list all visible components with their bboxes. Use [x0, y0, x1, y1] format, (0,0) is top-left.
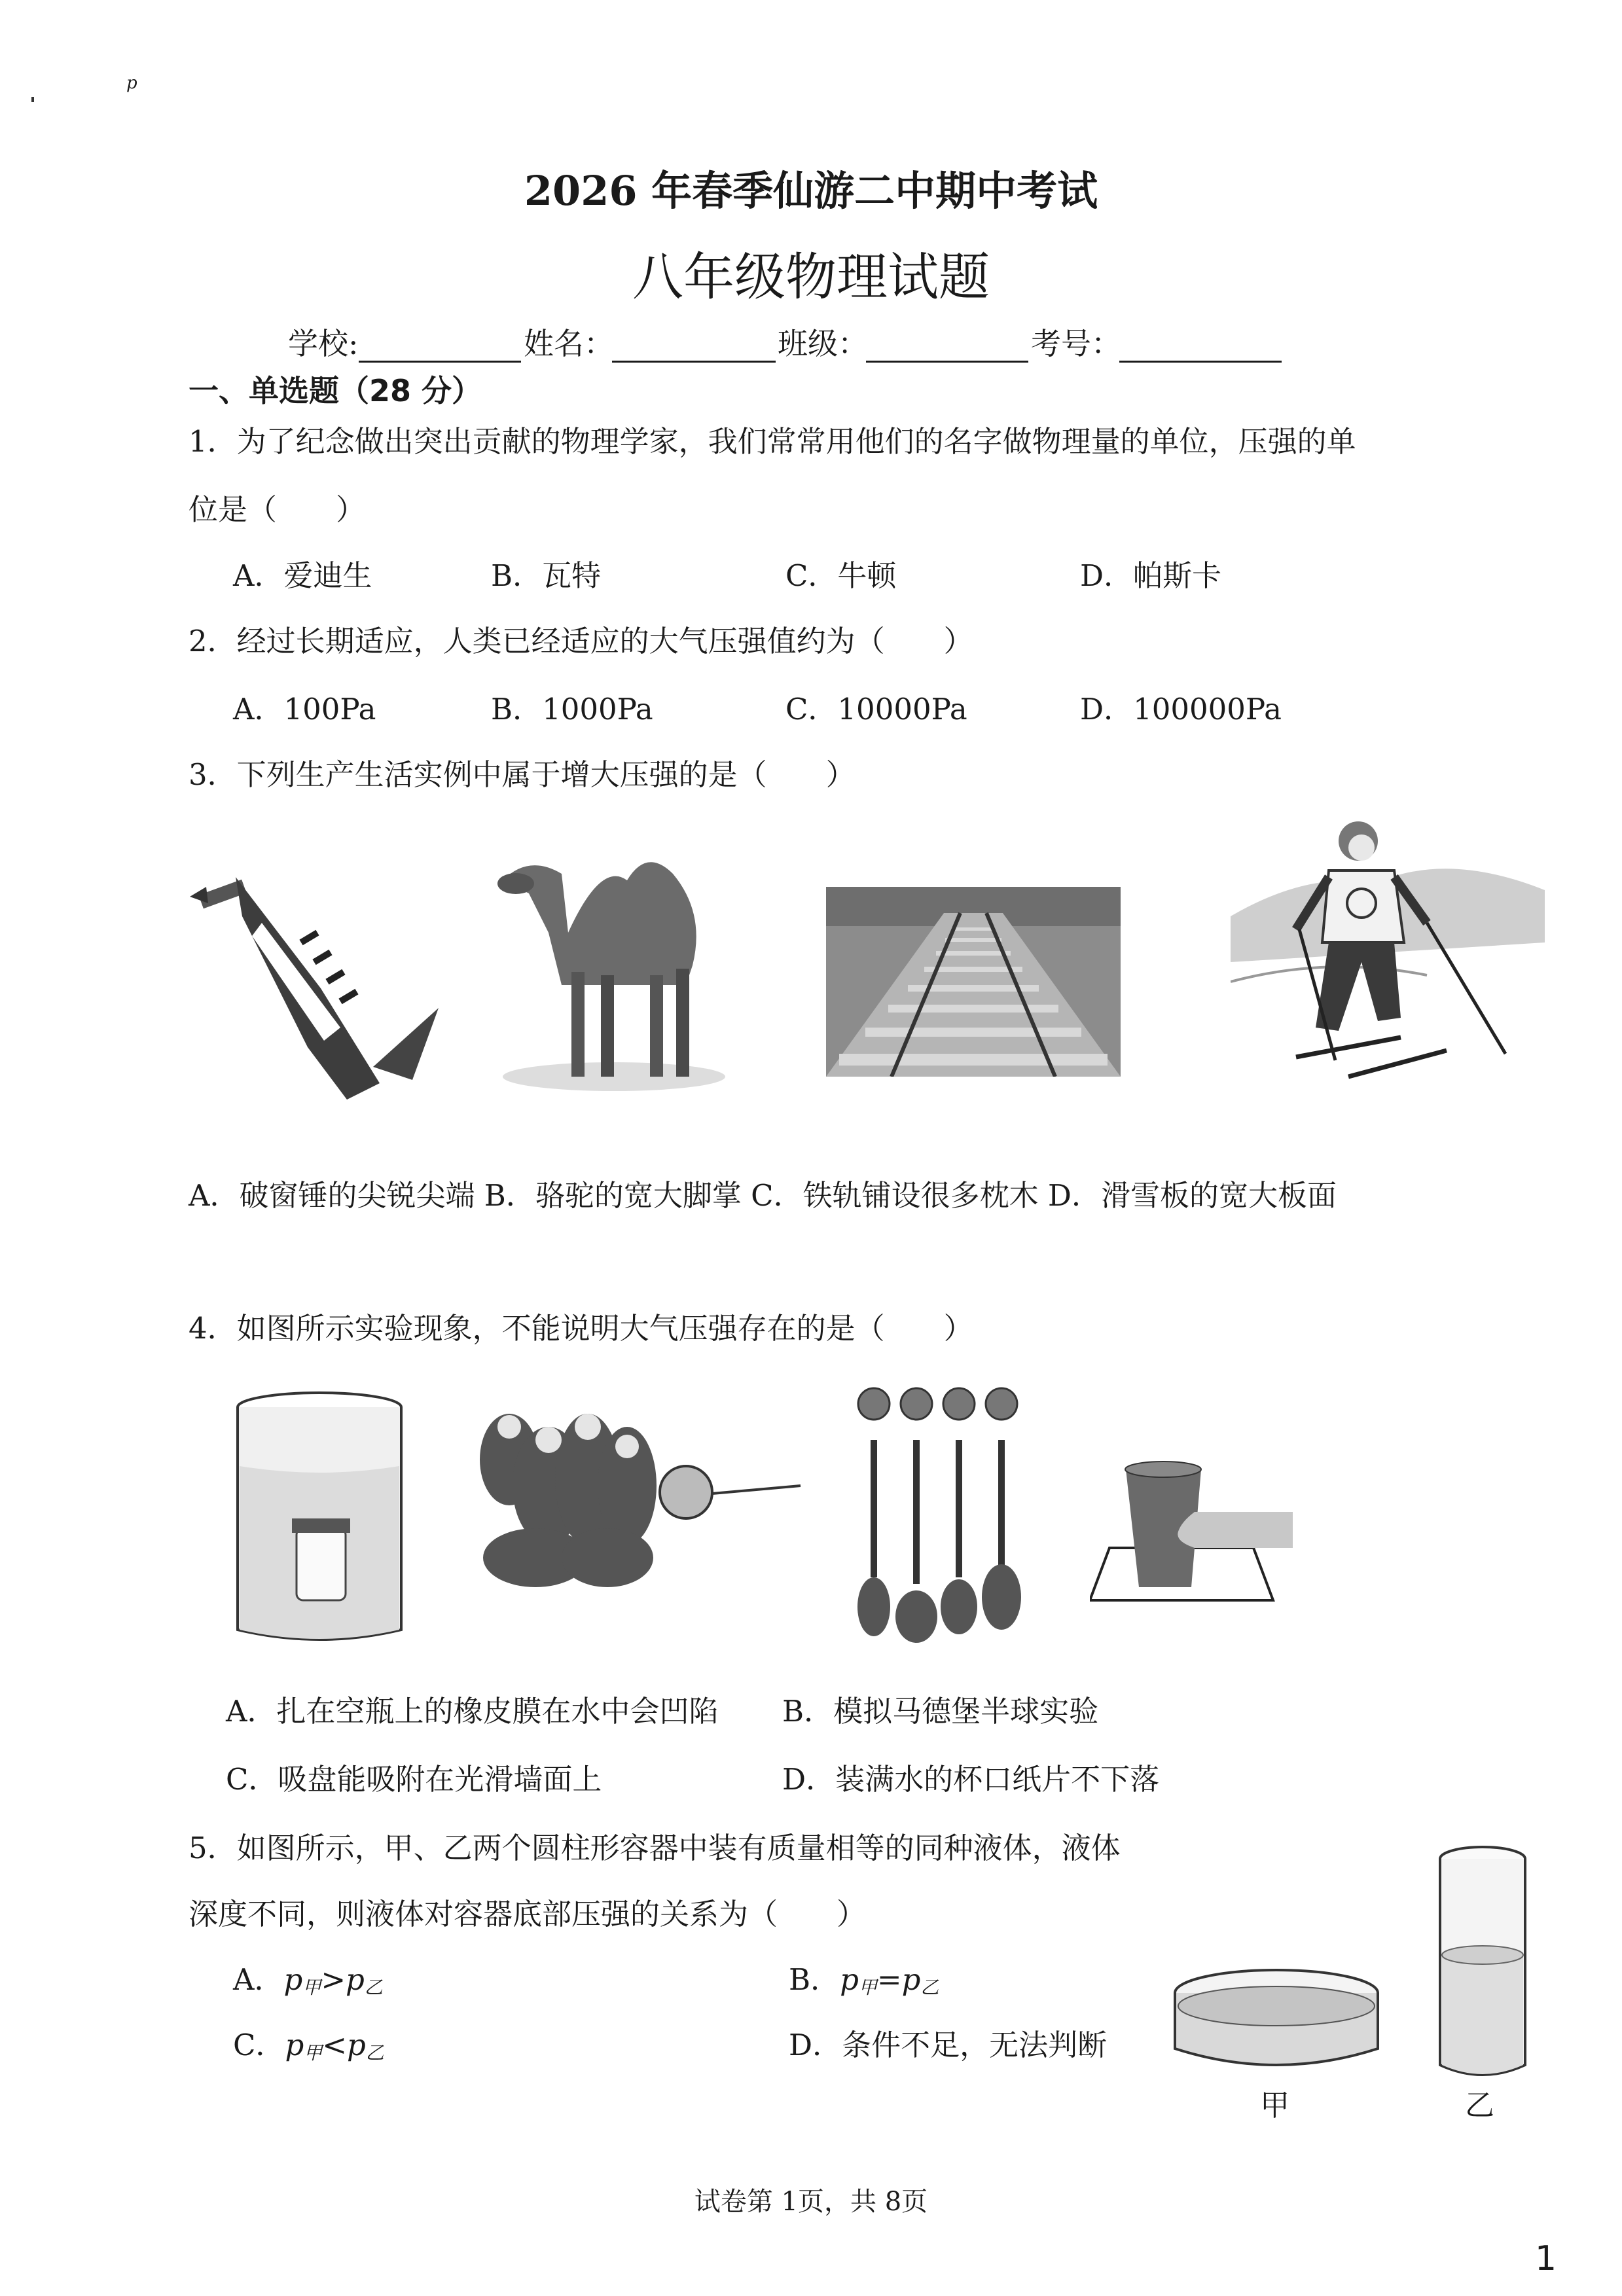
q2-option-c[interactable]: C．10000Pa [785, 692, 967, 726]
q4-option-c[interactable]: C．吸盘能吸附在光滑墙面上 [226, 1762, 602, 1797]
q5-a-p2: p [346, 1962, 365, 1997]
q5-c-sub2: 乙 [365, 2042, 384, 2064]
q5-b-label: B． [789, 1962, 840, 1997]
school-label: 学校: [288, 326, 359, 361]
name-label: 姓名： [524, 326, 614, 361]
q5-a-rel: > [321, 1962, 346, 1997]
id-label: 考号： [1031, 326, 1121, 361]
page-footer: 试卷第 1页，共 8页 [694, 2187, 928, 2217]
q5-option-d[interactable]: D．条件不足，无法判断 [789, 2028, 1108, 2062]
scan-dot [31, 97, 34, 102]
q5-option-c[interactable] [233, 2028, 384, 2064]
q2-option-d[interactable]: D．100000Pa [1080, 692, 1282, 726]
school-blank[interactable] [359, 361, 521, 363]
inverted-cup-image [1090, 1450, 1299, 1607]
railway-image [826, 887, 1121, 1077]
corner-mark: p [126, 73, 137, 93]
q1-option-b[interactable]: B．瓦特 [491, 558, 602, 593]
q5-c-label: C． [233, 2028, 285, 2062]
q5-option-b[interactable] [789, 1962, 939, 1999]
q5-option-a[interactable] [233, 1962, 383, 1999]
q5-a-sub2: 乙 [364, 1977, 383, 1998]
q5-a-sub1: 甲 [302, 1977, 321, 1998]
q4-option-d[interactable]: D．装满水的杯口纸片不下落 [782, 1762, 1160, 1797]
class-label: 班级： [778, 326, 868, 361]
magdeburg-hemisphere-image [470, 1388, 804, 1604]
q2-option-a[interactable]: A．100Pa [233, 692, 376, 726]
class-blank[interactable] [866, 361, 1028, 363]
id-blank[interactable] [1119, 361, 1282, 363]
q1-stem-line2: 位是（ ） [189, 492, 366, 527]
q2-stem: 2．经过长期适应，人类已经适应的大气压强值约为（ ） [189, 624, 973, 658]
q3-stem: 3．下列生产生活实例中属于增大压强的是（ ） [189, 757, 856, 792]
q1-stem-line1: 1．为了纪念做出突出贡献的物理学家，我们常常用他们的名字做物理量的单位，压强的单 [189, 424, 1356, 459]
q4-stem: 4．如图所示实验现象，不能说明大气压强存在的是（ ） [189, 1311, 973, 1346]
q5-b-sub1: 甲 [858, 1977, 877, 1998]
label-yi: 乙 [1465, 2088, 1495, 2123]
q5-b-p1: p [840, 1962, 859, 1997]
label-jia: 甲 [1260, 2088, 1290, 2123]
q4-option-a[interactable]: A．扎在空瓶上的橡皮膜在水中会凹陷 [226, 1694, 719, 1729]
name-blank[interactable] [612, 361, 776, 363]
cylinder-containers-image [1172, 1842, 1538, 2104]
q5-a-p1: p [283, 1962, 303, 1997]
q5-b-sub2: 乙 [920, 1977, 939, 1998]
q1-option-d[interactable]: D．帕斯卡 [1080, 558, 1222, 593]
q5-stem-line2: 深度不同，则液体对容器底部压强的关系为（ ） [189, 1897, 867, 1931]
camel-image [490, 834, 738, 1096]
q5-c-rel: < [322, 2028, 347, 2062]
q2-option-b[interactable]: B．1000Pa [491, 692, 653, 726]
exam-subtitle: 八年级物理试题 [632, 248, 990, 307]
q1-option-a[interactable]: A．爱迪生 [233, 558, 372, 593]
skier-image [1231, 812, 1545, 1093]
q5-c-p1: p [285, 2028, 304, 2062]
exam-title: 2026 年春季仙游二中期中考试 [524, 167, 1098, 215]
q5-b-p2: p [901, 1962, 921, 1997]
q5-a-label: A． [233, 1962, 284, 1997]
q1-option-c[interactable]: C．牛顿 [785, 558, 897, 593]
q5-b-rel: = [876, 1962, 902, 1997]
suction-cup-hooks-image [854, 1381, 1044, 1649]
window-hammer-image [190, 851, 445, 1113]
page-corner-number: 1 [1535, 2239, 1557, 2278]
q3-options[interactable]: A．破窗锤的尖锐尖端 B．骆驼的宽大脚掌 C．铁轨铺设很多枕木 D．滑雪板的宽大板面 [189, 1178, 1337, 1213]
section-title: 一、单选题（28 分） [189, 373, 482, 408]
q5-c-sub1: 甲 [304, 2042, 323, 2064]
q5-c-p2: p [346, 2028, 366, 2062]
q5-stem-line1: 5．如图所示，甲、乙两个圆柱形容器中装有质量相等的同种液体，液体 [189, 1831, 1121, 1865]
water-jar-image [234, 1388, 405, 1649]
q4-option-b[interactable]: B．模拟马德堡半球实验 [782, 1694, 1099, 1729]
